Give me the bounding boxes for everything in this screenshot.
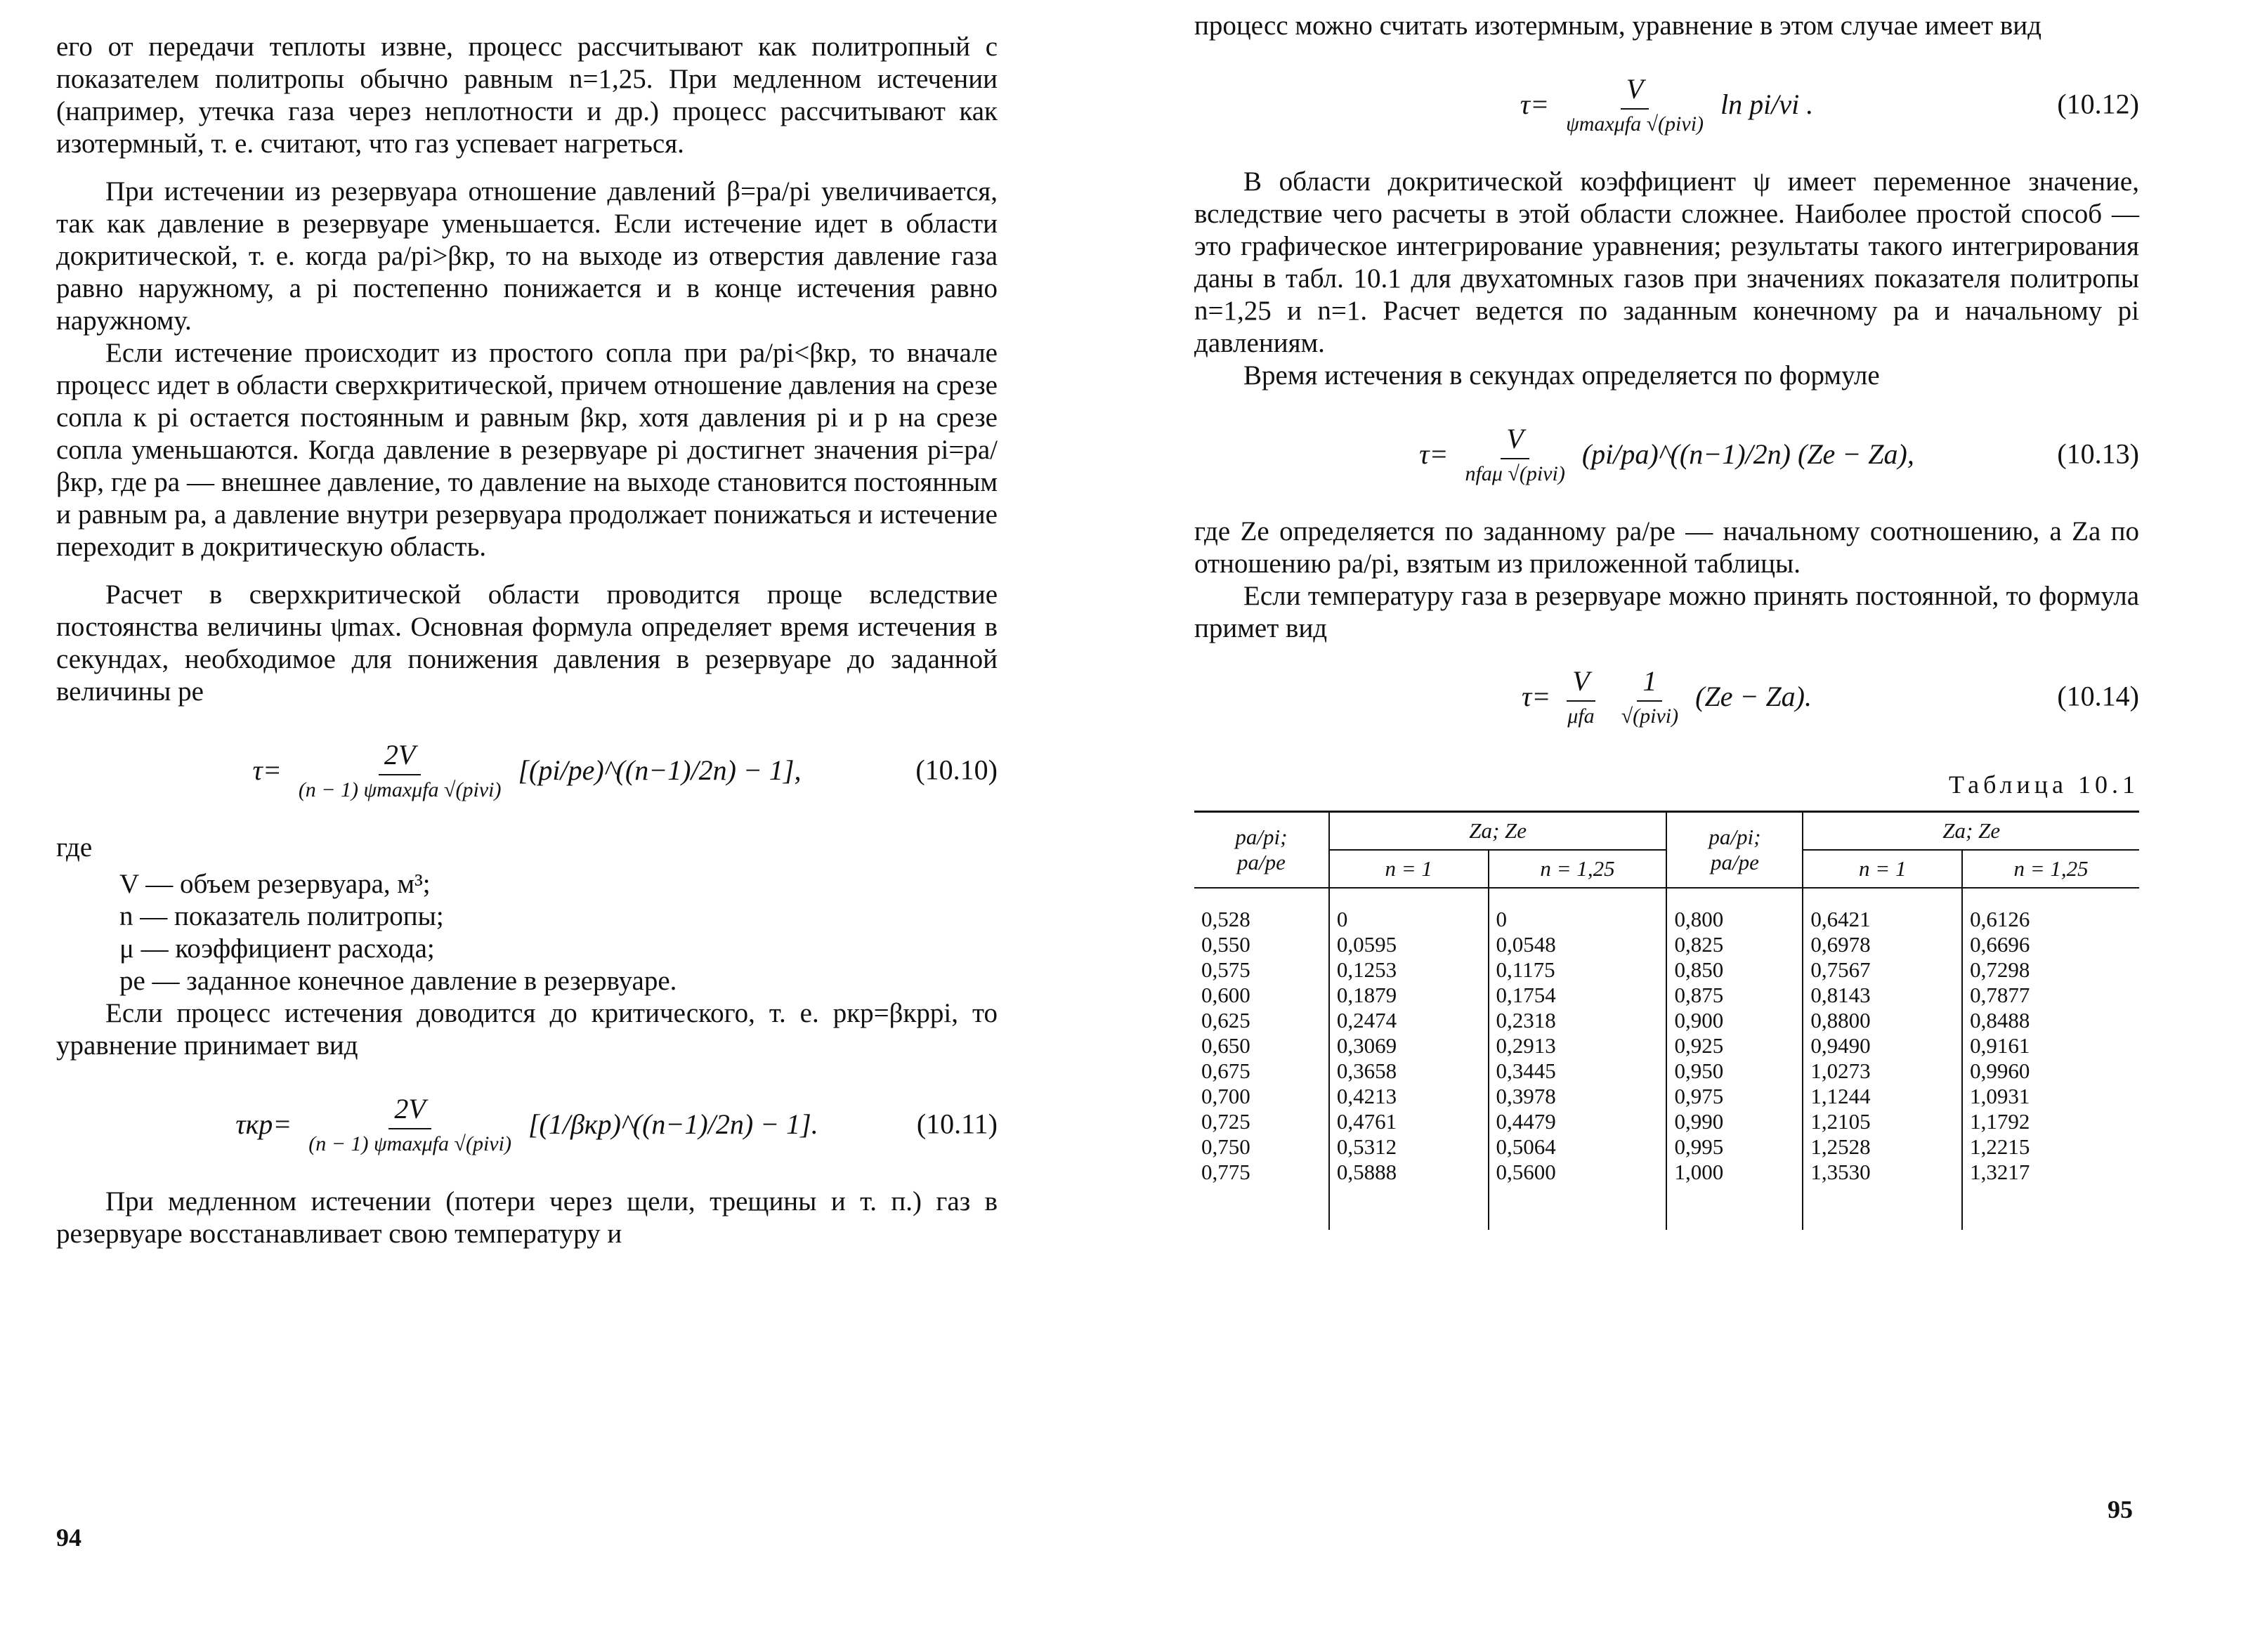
equation-lhs: τкр= bbox=[235, 1108, 292, 1140]
table-header-ratio bbox=[1194, 812, 1329, 889]
paragraph: При истечении из резервуара отношение давлений β=pa/pi увеличивается, так как давление в резервуаре уменьшается. Если истечение идет в области докритической, т. е. когда pa/pi>βкр, то на выходе из отверстия давление газа равно наружному, а pi постепенно понижается и в конце истечения равно наружному. bbox=[56, 176, 998, 336]
right-page bbox=[1194, 0, 2139, 1230]
table-cell: 1,3217 bbox=[1962, 1160, 2139, 1230]
table-cell: 0,1175 bbox=[1489, 957, 1667, 983]
table-cell: 1,2215 bbox=[1962, 1134, 2139, 1160]
fraction-numerator: V bbox=[1501, 422, 1529, 459]
left-page bbox=[56, 0, 998, 1250]
table-header-n125: n = 1,25 bbox=[1962, 850, 2139, 888]
page-number: 95 bbox=[2108, 1495, 2133, 1523]
table-cell: 0,725 bbox=[1201, 1109, 1250, 1134]
paragraph: Если истечение происходит из простого сопла при pa/pi<βкр, то вначале процесс идет в области сверхкритической, причем отношение давления на срезе сопла к pi остается постоянным и равным βкр, хотя давления pi и p на срезе сопла уменьшаются. Когда давление в резервуаре pi достигнет значения pi=pa/βкр, где pa — внешнее давление, то давление на выходе становится постоянным и равным pa, а давление внутри резервуара продолжает понижаться и истечение переходит в докритическую область. bbox=[56, 338, 998, 562]
table-header-n125: n = 1,25 bbox=[1489, 850, 1667, 888]
equation-rhs: (Ze − Za). bbox=[1695, 680, 1812, 712]
equation-lhs: τ= bbox=[1419, 438, 1449, 470]
table-cell: 0,6421 bbox=[1803, 888, 1962, 932]
equation-number: (10.11) bbox=[916, 1108, 998, 1140]
table-cell: 0,825 bbox=[1666, 932, 1803, 957]
paragraph: процесс можно считать изотермным, уравнение в этом случае имеет вид bbox=[1194, 11, 2041, 41]
table-cell: 0,9161 bbox=[1962, 1033, 2139, 1058]
equation-number: (10.13) bbox=[2057, 438, 2139, 470]
fraction-numerator: 2V bbox=[388, 1092, 431, 1129]
table-cell: 0,528 bbox=[1201, 907, 1250, 931]
table-cell: 0,3978 bbox=[1489, 1084, 1667, 1109]
equation-10-13 bbox=[1194, 405, 2139, 503]
table-cell: 0,625 bbox=[1201, 1008, 1250, 1032]
table-cell: 0,925 bbox=[1666, 1033, 1803, 1058]
table-cell: 0,600 bbox=[1201, 983, 1250, 1007]
table-cell: 0,0595 bbox=[1329, 932, 1489, 957]
table-cell: 0,4479 bbox=[1489, 1109, 1667, 1134]
header-line: pa/pi; bbox=[1235, 825, 1288, 849]
equation-fraction bbox=[1562, 664, 1600, 728]
paragraph: его от передачи теплоты извне, процесс рассчитывают как политропный с показателем политропы обычно равным n=1,25. При медленном истечении (например, утечка газа через неплотности и др.) процесс рассчитывают как изотермный, т. е. считают, что газ успевает нагреться. bbox=[56, 32, 998, 159]
table-cell: 0 bbox=[1329, 888, 1489, 932]
equation-rhs: (pi/pa)^((n−1)/2n) (Ze − Za), bbox=[1581, 438, 1914, 470]
equation-lhs: τ= bbox=[1520, 88, 1550, 120]
data-table bbox=[1194, 811, 2139, 1230]
table-cell: 0,990 bbox=[1666, 1109, 1803, 1134]
table-cell: 0,4761 bbox=[1329, 1109, 1489, 1134]
table-cell: 0,5600 bbox=[1489, 1160, 1667, 1230]
list-item: pe — заданное конечное давление в резервуаре. bbox=[119, 966, 677, 996]
table-cell: 0,850 bbox=[1666, 957, 1803, 983]
table-cell: 1,1244 bbox=[1803, 1084, 1962, 1109]
table-cell: 0,900 bbox=[1666, 1008, 1803, 1033]
table-title: Таблица 10.1 bbox=[1949, 771, 2139, 799]
table-cell: 0 bbox=[1489, 888, 1667, 932]
paragraph: Если температуру газа в резервуаре можно принять постоянной, то формула примет вид bbox=[1194, 581, 2139, 643]
equation-fraction bbox=[303, 1092, 517, 1156]
equation-rhs: [(1/βкр)^((n−1)/2n) − 1]. bbox=[528, 1108, 818, 1140]
table-cell: 1,0931 bbox=[1962, 1084, 2139, 1109]
equation-fraction bbox=[1459, 422, 1570, 486]
table-cell: 0,4213 bbox=[1329, 1084, 1489, 1109]
fraction-denominator: (n − 1) ψmaxμfa √(pivi) bbox=[308, 1132, 511, 1155]
table-cell: 0,800 bbox=[1666, 888, 1803, 932]
table-cell: 0,675 bbox=[1201, 1058, 1250, 1083]
table-header-z: Za; Ze bbox=[1803, 812, 2139, 851]
header-line: pa/pe bbox=[1711, 850, 1759, 874]
equation-10-14 bbox=[1194, 657, 2139, 735]
table-cell: 0,2913 bbox=[1489, 1033, 1667, 1058]
table-cell: 0,6126 bbox=[1962, 888, 2139, 932]
table-cell: 0,5888 bbox=[1329, 1160, 1489, 1230]
header-line: pa/pi; bbox=[1709, 825, 1761, 849]
table-cell: 1,000 bbox=[1666, 1160, 1803, 1230]
table-cell: 0,0548 bbox=[1489, 932, 1667, 957]
table-row bbox=[1194, 1058, 2139, 1084]
paragraph: Расчет в сверхкритической области проводится проще вследствие постоянства величины ψmax. Основная формула определяет время истечения в секундах, необходимое для понижения давления в резервуаре до заданной величины pe bbox=[56, 579, 998, 707]
table-cell: 0,5312 bbox=[1329, 1134, 1489, 1160]
table-cell: 0,975 bbox=[1666, 1084, 1803, 1109]
table-cell: 0,575 bbox=[1201, 957, 1250, 982]
table-cell: 0,5064 bbox=[1489, 1134, 1667, 1160]
equation-fraction bbox=[1560, 72, 1709, 136]
table-cell: 0,950 bbox=[1666, 1058, 1803, 1084]
table-row bbox=[1194, 1008, 2139, 1033]
equation-fraction bbox=[293, 738, 507, 802]
table-header-n1: n = 1 bbox=[1329, 850, 1489, 888]
table-cell: 0,9490 bbox=[1803, 1033, 1962, 1058]
where-intro: где bbox=[56, 832, 93, 863]
table-cell: 0,1253 bbox=[1329, 957, 1489, 983]
table-cell: 0,700 bbox=[1201, 1084, 1250, 1108]
table-cell: 0,7567 bbox=[1803, 957, 1962, 983]
paragraph: Если процесс истечения доводится до критического, т. е. pкр=βкрpi, то уравнение принимает вид bbox=[56, 998, 998, 1061]
equation-number: (10.12) bbox=[2057, 88, 2139, 120]
table-cell: 1,2105 bbox=[1803, 1109, 1962, 1134]
list-item: n — показатель политропы; bbox=[119, 901, 444, 931]
table-row bbox=[1194, 888, 2139, 932]
table-header-n1: n = 1 bbox=[1803, 850, 1962, 888]
fraction-numerator: V bbox=[1567, 664, 1595, 702]
equation-lhs: τ= bbox=[252, 754, 282, 786]
table-cell: 0,6978 bbox=[1803, 932, 1962, 957]
header-line: pa/pe bbox=[1236, 850, 1286, 874]
table-cell: 0,3069 bbox=[1329, 1033, 1489, 1058]
fraction-numerator: V bbox=[1621, 72, 1649, 110]
table-cell: 1,3530 bbox=[1803, 1160, 1962, 1230]
table-cell: 0,9960 bbox=[1962, 1058, 2139, 1084]
equation-rhs: [(pi/pe)^((n−1)/2n) − 1], bbox=[518, 754, 802, 786]
table-row bbox=[1194, 1084, 2139, 1109]
table-cell: 0,775 bbox=[1201, 1160, 1250, 1184]
table-cell: 0,6696 bbox=[1962, 932, 2139, 957]
equation-rhs: ln pi/vi . bbox=[1720, 88, 1814, 120]
table-cell: 0,7298 bbox=[1962, 957, 2139, 983]
table-cell: 0,550 bbox=[1201, 932, 1250, 957]
table-cell: 0,1879 bbox=[1329, 983, 1489, 1008]
table-row bbox=[1194, 932, 2139, 957]
table-cell: 0,995 bbox=[1666, 1134, 1803, 1160]
table-row bbox=[1194, 957, 2139, 983]
fraction-denominator: ψmaxμfa √(pivi) bbox=[1566, 112, 1704, 136]
table-row bbox=[1194, 983, 2139, 1008]
symbol-list bbox=[119, 868, 998, 997]
fraction-numerator: 1 bbox=[1637, 664, 1662, 702]
list-item: V — объем резервуара, м³; bbox=[119, 869, 431, 899]
table-cell: 1,2528 bbox=[1803, 1134, 1962, 1160]
table-cell: 0,3658 bbox=[1329, 1058, 1489, 1084]
equation-10-11 bbox=[56, 1075, 998, 1173]
fraction-numerator: 2V bbox=[379, 738, 421, 775]
table-header-z: Za; Ze bbox=[1329, 812, 1667, 851]
table-cell: 1,1792 bbox=[1962, 1109, 2139, 1134]
table-cell: 0,7877 bbox=[1962, 983, 2139, 1008]
table-cell: 0,8488 bbox=[1962, 1008, 2139, 1033]
equation-lhs: τ= bbox=[1521, 680, 1551, 712]
table-cell: 0,8800 bbox=[1803, 1008, 1962, 1033]
page-number: 94 bbox=[56, 1523, 81, 1552]
table-cell: 0,1754 bbox=[1489, 983, 1667, 1008]
paragraph: В области докритической коэффициент ψ имеет переменное значение, вследствие чего расчеты в этой области сложнее. Наиболее простой способ — это графическое интегрирование уравнения; результаты такого интегрирования даны в табл. 10.1 для двухатомных газов при значениях показателя политропы n=1,25 и n=1. Расчет ведется по заданным конечному pa и начальному pi давлениям. bbox=[1194, 166, 2139, 358]
table-row bbox=[1194, 1033, 2139, 1058]
table-cell: 0,2318 bbox=[1489, 1008, 1667, 1033]
table-row bbox=[1194, 1109, 2139, 1134]
equation-fraction bbox=[1616, 664, 1684, 728]
table-row bbox=[1194, 1160, 2139, 1230]
paragraph: При медленном истечении (потери через щели, трещины и т. п.) газ в резервуаре восстанавливает свою температуру и bbox=[56, 1186, 998, 1249]
fraction-denominator: √(pivi) bbox=[1621, 704, 1679, 728]
table-cell: 0,650 bbox=[1201, 1033, 1250, 1058]
equation-10-10 bbox=[56, 721, 998, 819]
table-cell: 0,875 bbox=[1666, 983, 1803, 1008]
table-header-ratio bbox=[1666, 812, 1803, 889]
fraction-denominator: μfa bbox=[1567, 704, 1595, 728]
table-cell: 0,750 bbox=[1201, 1134, 1250, 1159]
paragraph: где Ze определяется по заданному pa/pe — начальному соотношению, а Za по отношению pa/pi, взятым из приложенной таблицы. bbox=[1194, 516, 2139, 579]
list-item: μ — коэффициент расхода; bbox=[119, 933, 435, 964]
table-cell: 0,3445 bbox=[1489, 1058, 1667, 1084]
table-cell: 0,8143 bbox=[1803, 983, 1962, 1008]
equation-number: (10.10) bbox=[915, 754, 998, 786]
equation-10-12 bbox=[1194, 55, 2139, 153]
table-cell: 1,0273 bbox=[1803, 1058, 1962, 1084]
table-cell: 0,2474 bbox=[1329, 1008, 1489, 1033]
equation-number: (10.14) bbox=[2057, 680, 2139, 712]
fraction-denominator: nfaμ √(pivi) bbox=[1465, 461, 1565, 485]
paragraph: Время истечения в секундах определяется по формуле bbox=[1243, 360, 1880, 391]
fraction-denominator: (n − 1) ψmaxμfa √(pivi) bbox=[298, 778, 502, 801]
table-row bbox=[1194, 1134, 2139, 1160]
